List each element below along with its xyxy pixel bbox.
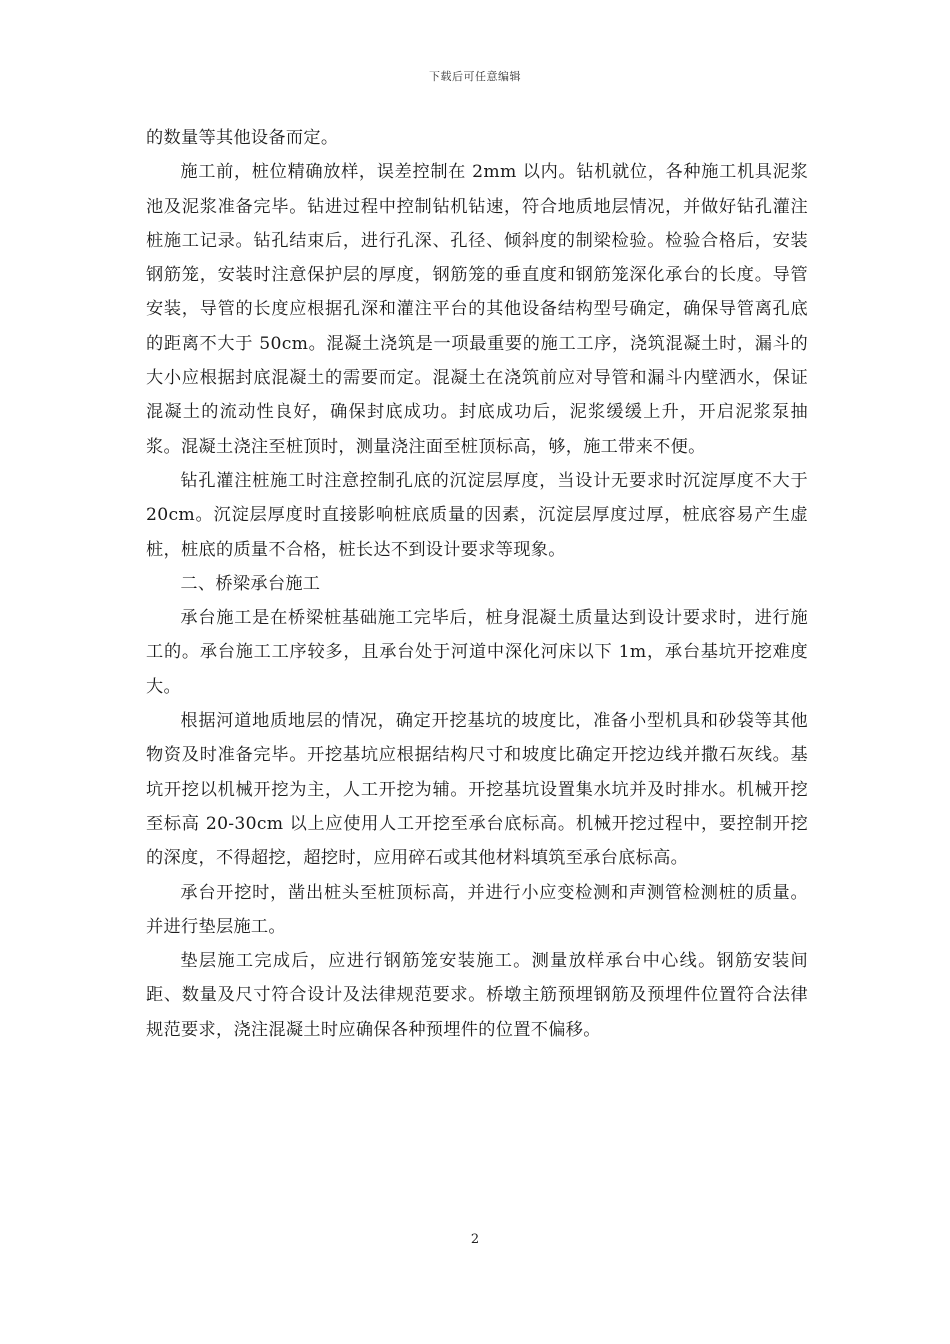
section-heading-cap-construction: 二、桥梁承台施工 [180, 573, 321, 594]
document-body [146, 121, 808, 1047]
paragraph-continuation: 的数量等其他设备而定。 [146, 128, 339, 148]
paragraph-drilling-construction: 施工前，桩位精确放样，误差控制在 2mm 以内。钻机就位，各种施工机具泥浆池及泥浆准备完毕。钻进过程中控制钻机钻速，符合地质地层情况，并做好钻孔灌注桩施工记录。钻孔结束后，进行孔深、孔径、倾斜度的制梁检验。检验合格后，安装钢筋笼，安装时注意保护层的厚度，钢筋笼的垂直度和钢筋笼深化承台的长度。导管安装，导管的长度应根据孔深和灌注平台的其他设备结构型号确定，确保导管离孔底的距离不大于 50cm。混凝土浇筑是一项最重要的施工工序，浇筑混凝土时，漏斗的大小应根据封底混凝土的需要而定。混凝土在浇筑前应对导管和漏斗内壁洒水，保证混凝土的流动性良好，确保封底成功。封底成功后，泥浆缓缓上升，开启泥浆泵抽浆。混凝土浇注至桩顶时，测量浇注面至桩顶标高，够，施工带来不便。 [146, 162, 808, 457]
paragraph-rebar-installation: 垫层施工完成后，应进行钢筋笼安装施工。测量放样承台中心线。钢筋安装间距、数量及尺寸符合设计及法律规范要求。桥墩主筋预埋钢筋及预埋件位置符合法律规范要求，浇注混凝土时应确保各种预埋件的位置不偏移。 [146, 951, 808, 1040]
page-number: 2 [470, 1232, 480, 1247]
paragraph-excavation: 根据河道地质地层的情况，确定开挖基坑的坡度比，准备小型机具和砂袋等其他物资及时准备完毕。开挖基坑应根据结构尺寸和坡度比确定开挖边线并撒石灰线。基坑开挖以机械开挖为主，人工开挖为辅。开挖基坑设置集水坑并及时排水。机械开挖至标高 20-30cm 以上应使用人工开挖至承台底标高。机械开挖过程中，要控制开挖的深度，不得超挖，超挖时，应用碎石或其他材料填筑至承台底标高。 [146, 711, 808, 869]
paragraph-pile-inspection: 承台开挖时，凿出桩头至桩顶标高，并进行小应变检测和声测管检测桩的质量。并进行垫层施工。 [146, 882, 808, 937]
paragraph-sediment-control: 钻孔灌注桩施工时注意控制孔底的沉淀层厚度，当设计无要求时沉淀厚度不大于 20cm。沉淀层厚度时直接影响桩底质量的因素，沉淀层厚度过厚，桩底容易产生虚桩，桩底的质量不合格，桩长达不到设计要求等现象。 [146, 470, 808, 560]
page-header: 下载后可任意编辑 [429, 70, 521, 83]
paragraph-cap-overview: 承台施工是在桥梁桩基础施工完毕后，桩身混凝土质量达到设计要求时，进行施工的。承台施工工序较多，且承台处于河道中深化河床以下 1m，承台基坑开挖难度大。 [146, 608, 808, 697]
